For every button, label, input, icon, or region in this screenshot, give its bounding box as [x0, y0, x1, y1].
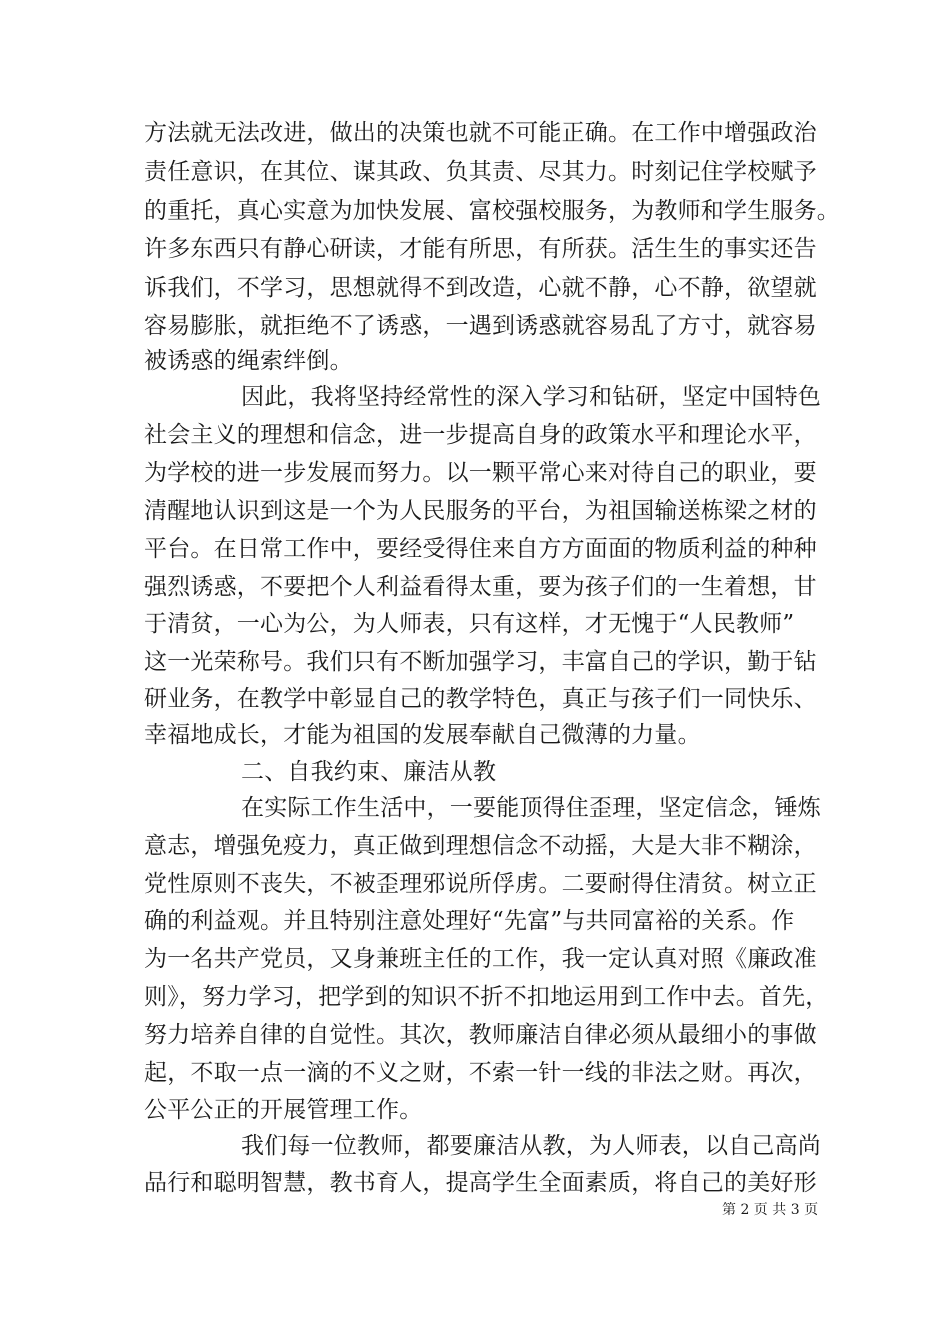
text-line: 幸福地成长，才能为祖国的发展奉献自己微薄的力量。	[144, 722, 701, 748]
text-line: 为学校的进一步发展而努力。以一颗平常心来对待自己的职业，要	[144, 460, 817, 486]
text-line: 确的利益观。并且特别注意处理好“先富”与共同富裕的关系。作	[144, 908, 795, 934]
page-number: 第 2 页 共 3 页	[722, 1202, 819, 1218]
text-line: 方法就无法改进，做出的决策也就不可能正确。在工作中增强政治	[144, 120, 817, 146]
text-line: 努力培养自律的自觉性。其次，教师廉洁自律必须从最细小的事做	[144, 1022, 817, 1048]
section-heading: 二、自我约束、廉洁从教	[241, 759, 497, 785]
text-line: 被诱惑的绳索绊倒。	[144, 348, 353, 374]
paragraph-first-line: 我们每一位教师，都要廉洁从教，为人师表，以自己高尚	[241, 1133, 821, 1159]
text-line: 则》，努力学习，把学到的知识不折不扣地运用到工作中去。首先，	[144, 984, 829, 1010]
text-line: 社会主义的理想和信念，进一步提高自身的政策水平和理论水平，	[144, 422, 817, 448]
text-line: 公平公正的开展管理工作。	[144, 1097, 423, 1123]
text-line: 诉我们，不学习，思想就得不到改造，心就不静，心不静，欲望就	[144, 275, 817, 301]
text-line: 意志，增强免疫力，真正做到理想信念不动摇，大是大非不糊涂，	[144, 833, 817, 859]
text-line: 强烈诱惑，不要把个人利益看得太重，要为孩子们的一生着想，甘	[144, 574, 817, 600]
text-line: 清醒地认识到这是一个为人民服务的平台，为祖国输送栋梁之材的	[144, 498, 817, 524]
paragraph-first-line: 因此，我将坚持经常性的深入学习和钻研，坚定中国特色	[241, 384, 821, 410]
text-line: 这一光荣称号。我们只有不断加强学习，丰富自己的学识，勤于钻	[144, 649, 817, 675]
text-line: 的重托，真心实意为加快发展、富校强校服务，为教师和学生服务。	[144, 198, 840, 224]
text-line: 责任意识，在其位、谋其政、负其责、尽其力。时刻记住学校赋予	[144, 159, 817, 185]
text-line: 许多东西只有静心研读，才能有所思，有所获。活生生的事实还告	[144, 236, 817, 262]
text-line: 容易膨胀，就拒绝不了诱惑，一遇到诱惑就容易乱了方寸，就容易	[144, 313, 817, 339]
paragraph-first-line: 在实际工作生活中，一要能顶得住歪理，坚定信念，锤炼	[241, 795, 821, 821]
text-line: 为一名共产党员，又身兼班主任的工作，我一定认真对照《廉政准	[144, 946, 817, 972]
text-line: 党性原则不丧失，不被歪理邪说所俘虏。二要耐得住清贫。树立正	[144, 871, 817, 897]
text-line: 于清贫，一心为公，为人师表，只有这样，才无愧于“人民教师”	[144, 611, 795, 637]
text-line: 平台。在日常工作中，要经受得住来自方方面面的物质利益的种种	[144, 536, 817, 562]
text-line: 起，不取一点一滴的不义之财，不索一针一线的非法之财。再次，	[144, 1060, 817, 1086]
text-line: 研业务，在教学中彰显自己的教学特色，真正与孩子们一同快乐、	[144, 686, 817, 712]
text-line: 品行和聪明智慧，教书育人，提高学生全面素质，将自己的美好形	[144, 1170, 817, 1196]
